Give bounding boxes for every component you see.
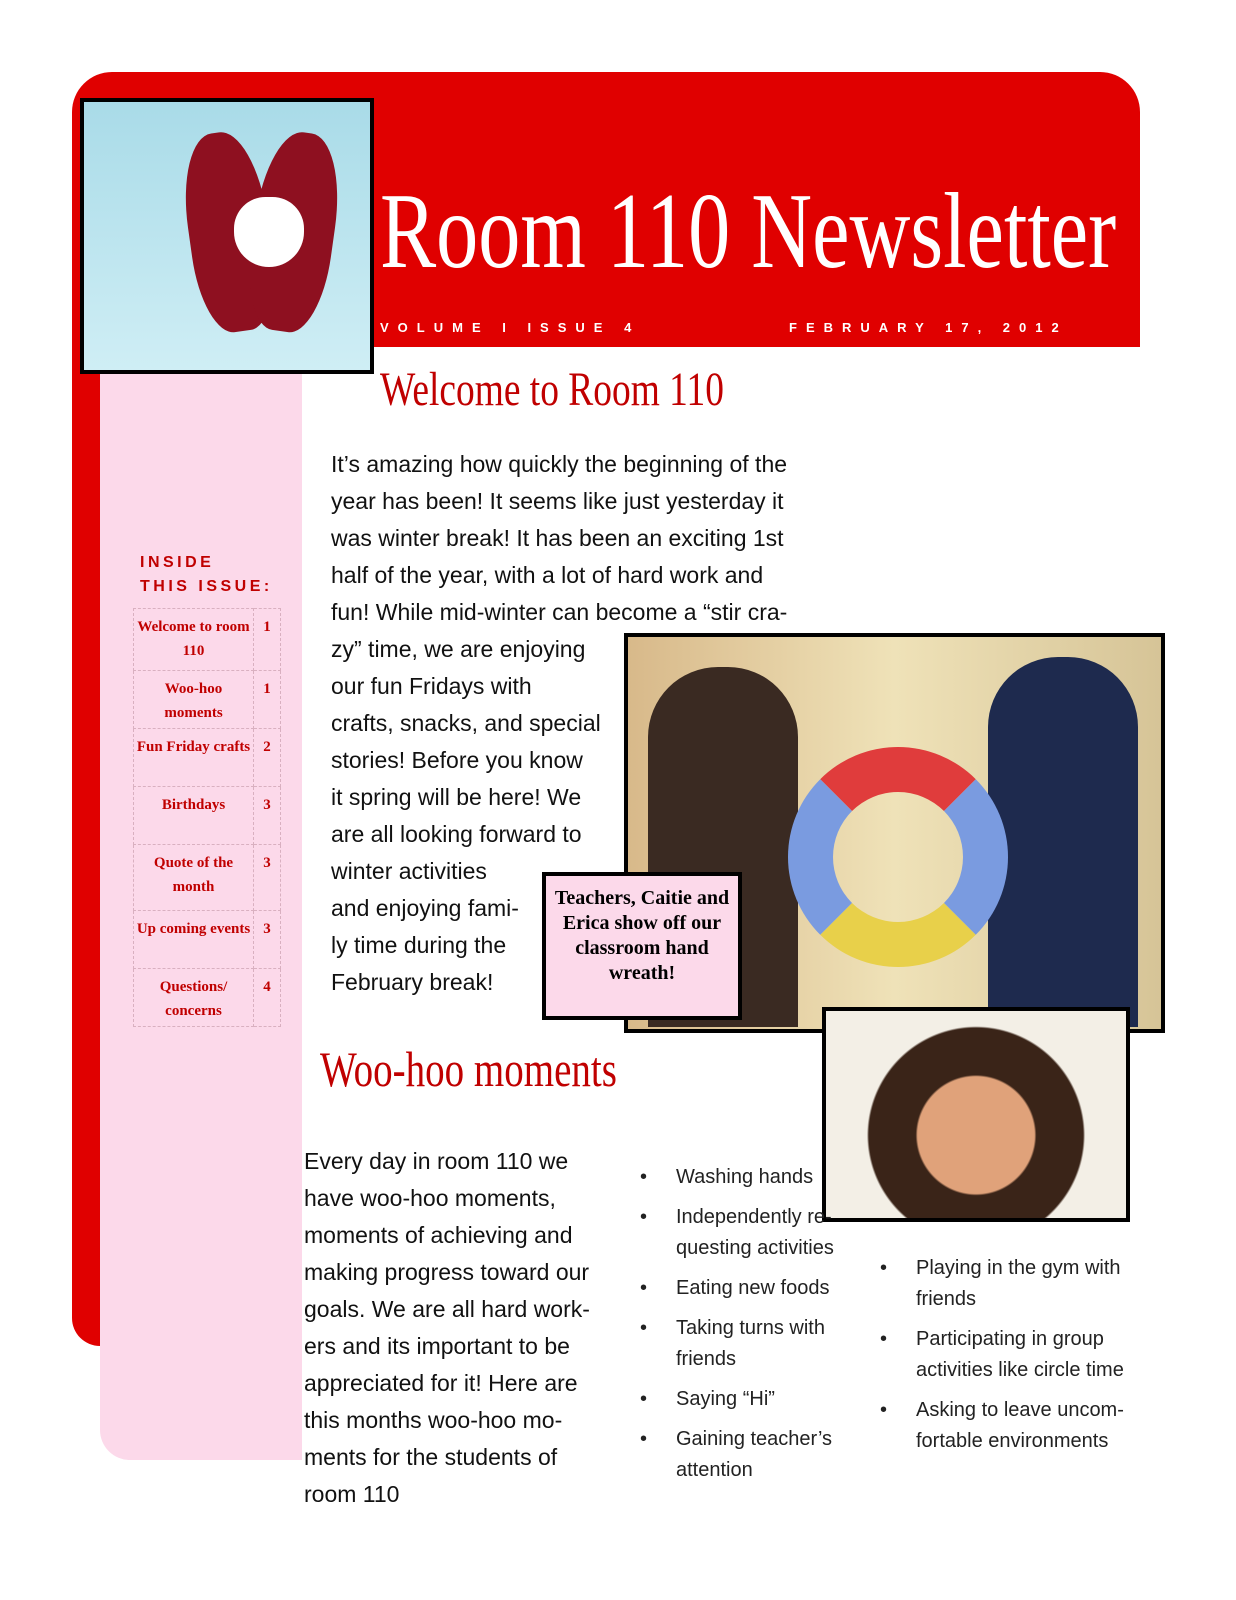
list-item: • Gaining teacher’s attention (640, 1424, 855, 1486)
toc-row[interactable] (134, 969, 281, 1027)
photo-caption: Teachers, Caitie and Erica show off our classroom hand wreath! (542, 872, 742, 1020)
text-line: our fun Fridays with (331, 673, 532, 699)
list-item: • Saying “Hi” (640, 1384, 855, 1415)
toc-page: 3 (254, 911, 281, 969)
toc-title[interactable]: Quote of the month (134, 845, 254, 911)
toc-row[interactable] (134, 845, 281, 911)
list-item: • Washing hands (640, 1162, 855, 1193)
text-line: Every day in room 110 we (304, 1148, 569, 1174)
inside-this-issue-heading (140, 551, 273, 599)
text-line: half of the year, with a lot of hard work and (331, 562, 764, 588)
volume-issue: VOLUME I ISSUE 4 (380, 320, 641, 335)
list-item: • Independently re-questing activities (640, 1202, 855, 1264)
text-line: goals. We are all hard work- (304, 1296, 590, 1322)
text-line: this months woo-hoo mo- (304, 1407, 563, 1433)
text-line: ments for the students of (304, 1444, 558, 1470)
text-line: zy” time, we are enjoying (331, 636, 586, 662)
welcome-heading: Welcome to Room 110 (380, 363, 724, 416)
toc-page: 3 (254, 787, 281, 845)
issue-date: FEBRUARY 17, 2012 (789, 320, 1068, 335)
toc-page: 4 (254, 969, 281, 1027)
list-item: • Participating in group activities like circle time (880, 1324, 1145, 1386)
text-line: year has been! It seems like just yesterday it (331, 488, 784, 514)
text-line: was winter break! It has been an exciting 1st (331, 525, 784, 551)
toc-page: 2 (254, 729, 281, 787)
text-line: ly time during the (331, 932, 507, 958)
text-line: room 110 (304, 1481, 400, 1507)
list-item: • Asking to leave uncom-fortable environments (880, 1395, 1145, 1457)
toc-row[interactable] (134, 609, 281, 671)
toc-title[interactable]: Woo-hoo moments (134, 671, 254, 729)
text-line: moments of achieving and (304, 1222, 573, 1248)
newsletter-title: Room 110 Newsletter (380, 172, 1117, 291)
heading-line: THIS ISSUE: (140, 578, 273, 595)
woohoo-heading: Woo-hoo moments (320, 1041, 617, 1097)
text-line: it spring will be here! We (331, 784, 582, 810)
surprised-child-photo (822, 1007, 1130, 1222)
toc-title[interactable]: Birthdays (134, 787, 254, 845)
text-line: are all looking forward to (331, 821, 582, 847)
toc-page: 3 (254, 845, 281, 911)
red-side-strip (72, 340, 100, 1346)
woohoo-list-2 (880, 1253, 1145, 1466)
text-line: fun! While mid-winter can become a “stir cra- (331, 599, 788, 625)
woohoo-paragraph (304, 1143, 590, 1513)
snow-heart-icon (234, 197, 304, 267)
table-of-contents (133, 608, 281, 1027)
woohoo-list-1 (640, 1162, 855, 1495)
toc-page: 1 (254, 671, 281, 729)
text-line: stories! Before you know (331, 747, 583, 773)
text-line: It’s amazing how quickly the beginning of the (331, 451, 788, 477)
text-line: have woo-hoo moments, (304, 1185, 556, 1211)
mittens-heart-image (80, 98, 374, 374)
toc-row[interactable] (134, 729, 281, 787)
toc-row[interactable] (134, 671, 281, 729)
text-line: crafts, snacks, and special (331, 710, 601, 736)
toc-page: 1 (254, 609, 281, 671)
text-line: and enjoying fami- (331, 895, 519, 921)
text-line: winter activities (331, 858, 487, 884)
toc-title[interactable]: Welcome to room 110 (134, 609, 254, 671)
list-item: • Playing in the gym with friends (880, 1253, 1145, 1315)
text-line: ers and its important to be (304, 1333, 570, 1359)
toc-title[interactable]: Questions/ concerns (134, 969, 254, 1027)
list-item: • Eating new foods (640, 1273, 855, 1304)
text-line: appreciated for it! Here are (304, 1370, 578, 1396)
list-item: • Taking turns with friends (640, 1313, 855, 1375)
toc-row[interactable] (134, 787, 281, 845)
heading-line: INSIDE (140, 554, 215, 571)
toc-row[interactable] (134, 911, 281, 969)
toc-title[interactable]: Fun Friday crafts (134, 729, 254, 787)
text-line: February break! (331, 969, 494, 995)
text-line: making progress toward our (304, 1259, 590, 1285)
toc-title[interactable]: Up coming events (134, 911, 254, 969)
